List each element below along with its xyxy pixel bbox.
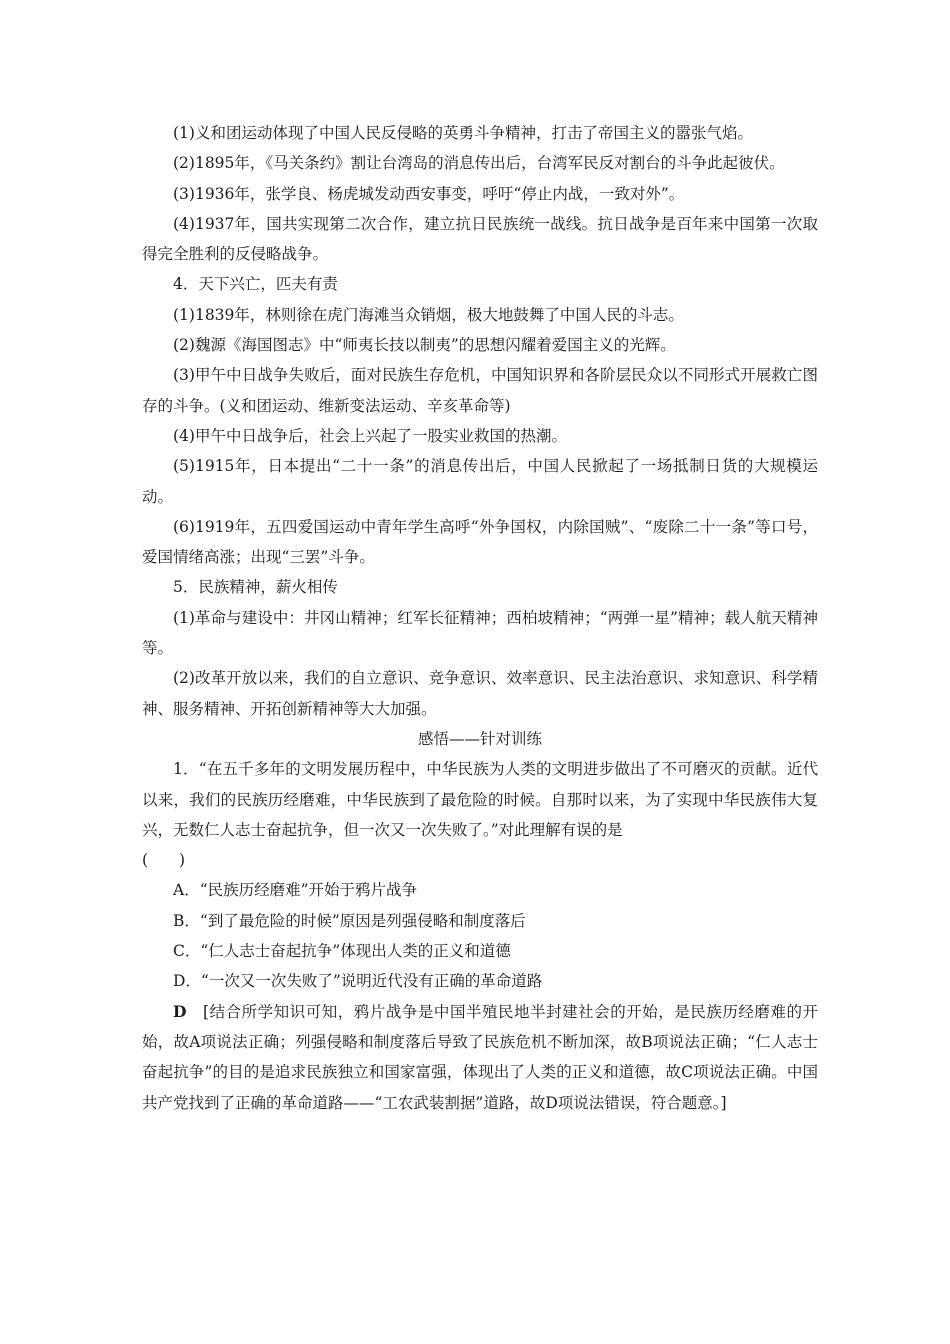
s4-item-5: (5)1915年，日本提出“二十一条”的消息传出后，中国人民掀起了一场抵制日货的大规模运动。 bbox=[142, 457, 818, 506]
option-a: A．“民族历经磨难”开始于鸦片战争 bbox=[173, 881, 418, 900]
s5-item-1: (1)革命与建设中：井冈山精神；红军长征精神；西柏坡精神；“两弹一星”精神；载人航天精神等。 bbox=[142, 608, 818, 658]
s4-item-2: (2)魏源《海国图志》中“师夷长技以制夷”的思想闪耀着爱国主义的光辉。 bbox=[173, 336, 676, 355]
option-d: D．“一次又一次失败了”说明近代没有正确的革命道路 bbox=[173, 972, 543, 991]
s4-item-4: (4)甲午中日战争后，社会上兴起了一股实业救国的热潮。 bbox=[173, 426, 567, 445]
s3-item-3: (3)1936年，张学良、杨虎城发动西安事变，呼吁“停止内战，一致对外”。 bbox=[173, 184, 685, 203]
s3-item-2: (2)1895年，《马关条约》割让台湾岛的消息传出后，台湾军民反对割台的斗争此起彼伏。 bbox=[173, 154, 785, 173]
question1-blank: ( ) bbox=[142, 851, 186, 870]
s4-item-3: (3)甲午中日战争失败后，面对民族生存危机，中国知识界和各阶层民众以不同形式开展救亡图存的斗争。(义和团运动、维新变法运动、辛亥革命等) bbox=[142, 366, 818, 415]
section4-heading: 4．天下兴亡，匹夫有责 bbox=[173, 275, 338, 294]
option-c: C．“仁人志士奋起抗争”体现出人类的正义和道德 bbox=[173, 942, 511, 961]
document-page bbox=[142, 118, 818, 1118]
explanation-text: [结合所学知识可知，鸦片战争是中国半殖民地半封建社会的开始，是民族历经磨难的开始，故A项说法正确；列强侵略和制度落后导致了民族危机不断加深，故B项说法正确；“仁人志士奋起抗争”的目的是追求民族独立和国家富强，体现出了人类的正义和道德，故C项说法正确。中国共产党找到了正确的革命道路——“工农武装割据”道路，故D项说法错误，符合题意。] bbox=[142, 1002, 818, 1112]
answer-letter: D bbox=[173, 1001, 187, 1021]
option-b: B．“到了最危险的时候”原因是列强侵略和制度落后 bbox=[173, 911, 526, 930]
question1-stem: 1．“在五千多年的文明发展历程中，中华民族为人类的文明进步做出了不可磨灭的贡献。近代以来，我们的民族历经磨难，中华民族到了最危险的时候。自那时以来，为了实现中华民族伟大复兴，无数仁人志士奋起抗争，但一次又一次失败了。”对此理解有误的是 bbox=[142, 760, 818, 839]
s5-item-2: (2)改革开放以来，我们的自立意识、竞争意识、效率意识、民主法治意识、求知意识、科学精神、服务精神、开拓创新精神等大大加强。 bbox=[142, 669, 818, 718]
section5-heading: 5．民族精神，薪火相传 bbox=[173, 578, 338, 597]
s4-item-1: (1)1839年，林则徐在虎门海滩当众销烟，极大地鼓舞了中国人民的斗志。 bbox=[173, 305, 684, 324]
training-title: 感悟——针对训练 bbox=[417, 729, 542, 748]
s3-item-1: (1)义和团运动体现了中国人民反侵略的英勇斗争精神，打击了帝国主义的嚣张气焰。 bbox=[173, 124, 753, 142]
s4-item-6: (6)1919年，五四爱国运动中青年学生高呼“外争国权，内除国贼”、“废除二十一条”等口号，爱国情绪高涨；出现“三罢”斗争。 bbox=[142, 517, 818, 567]
answer-explanation bbox=[142, 997, 818, 1118]
s3-item-4: (4)1937年，国共实现第二次合作，建立抗日民族统一战线。抗日战争是百年来中国第一次取得完全胜利的反侵略战争。 bbox=[142, 214, 818, 264]
